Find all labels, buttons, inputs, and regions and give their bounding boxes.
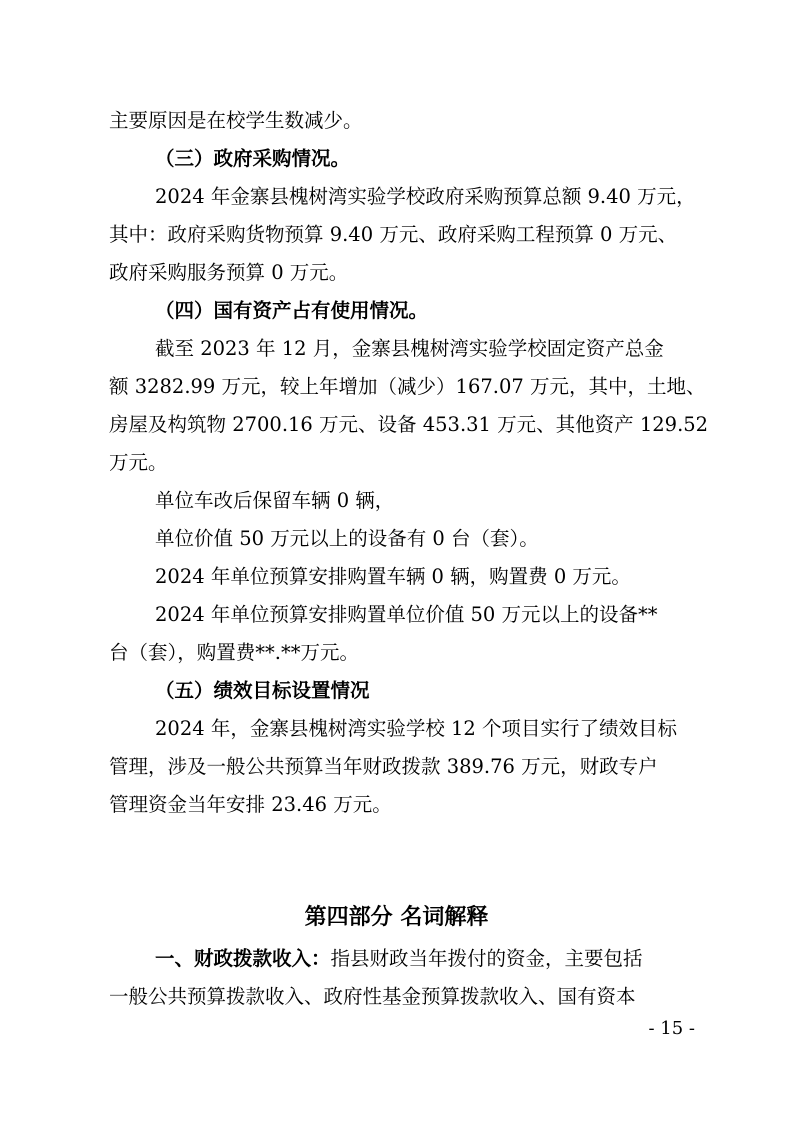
paragraph-line: 单位价值 50 万元以上的设备有 0 台（套）。: [155, 527, 539, 550]
paragraph-line: 政府采购服务预算 0 万元。: [109, 261, 349, 284]
section-heading-5: （五）绩效目标设置情况: [155, 679, 370, 702]
paragraph-line: 房屋及构筑物 2700.16 万元、设备 453.31 万元、其他资产 129.52: [109, 413, 709, 436]
paragraph-line: 管理资金当年安排 23.46 万元。: [109, 793, 392, 816]
paragraph-line: 一般公共预算拨款收入、政府性基金预算拨款收入、国有资本: [109, 985, 636, 1008]
section-heading-3: （三）政府采购情况。: [155, 147, 351, 170]
section-heading-4: （四）国有资产占有使用情况。: [155, 299, 429, 322]
paragraph-line: 台（套），购置费**.**万元。: [109, 641, 359, 664]
paragraph-line: 额 3282.99 万元，较上年增加（减少）167.07 万元，其中，土地、: [109, 375, 706, 398]
paragraph-line: 管理，涉及一般公共预算当年财政拨款 389.76 万元，财政专户: [109, 755, 658, 778]
paragraph-line: 其中：政府采购货物预算 9.40 万元、政府采购工程预算 0 万元、: [109, 223, 678, 246]
page-number: - 15 -: [648, 1018, 695, 1039]
paragraph-line: 主要原因是在校学生数减少。: [109, 109, 363, 132]
paragraph-line: 2024 年，金寨县槐树湾实验学校 12 个项目实行了绩效目标: [155, 717, 678, 740]
part-title: 第四部分 名词解释: [304, 905, 489, 930]
paragraph-line: 2024 年金寨县槐树湾实验学校政府采购预算总额 9.40 万元，: [155, 185, 696, 208]
paragraph-line: 2024 年单位预算安排购置车辆 0 辆，购置费 0 万元。: [155, 565, 631, 588]
term-text: 指县财政当年拨付的资金，主要包括: [330, 947, 643, 970]
term-heading: 一、财政拨款收入：: [155, 947, 331, 970]
term-definition-line: [155, 945, 715, 973]
paragraph-line: 截至 2023 年 12 月，金寨县槐树湾实验学校固定资产总金: [155, 337, 664, 360]
paragraph-line: 单位车改后保留车辆 0 辆，: [155, 489, 395, 512]
paragraph-line: 万元。: [109, 451, 168, 474]
paragraph-line: 2024 年单位预算安排购置单位价值 50 万元以上的设备**: [155, 603, 658, 626]
